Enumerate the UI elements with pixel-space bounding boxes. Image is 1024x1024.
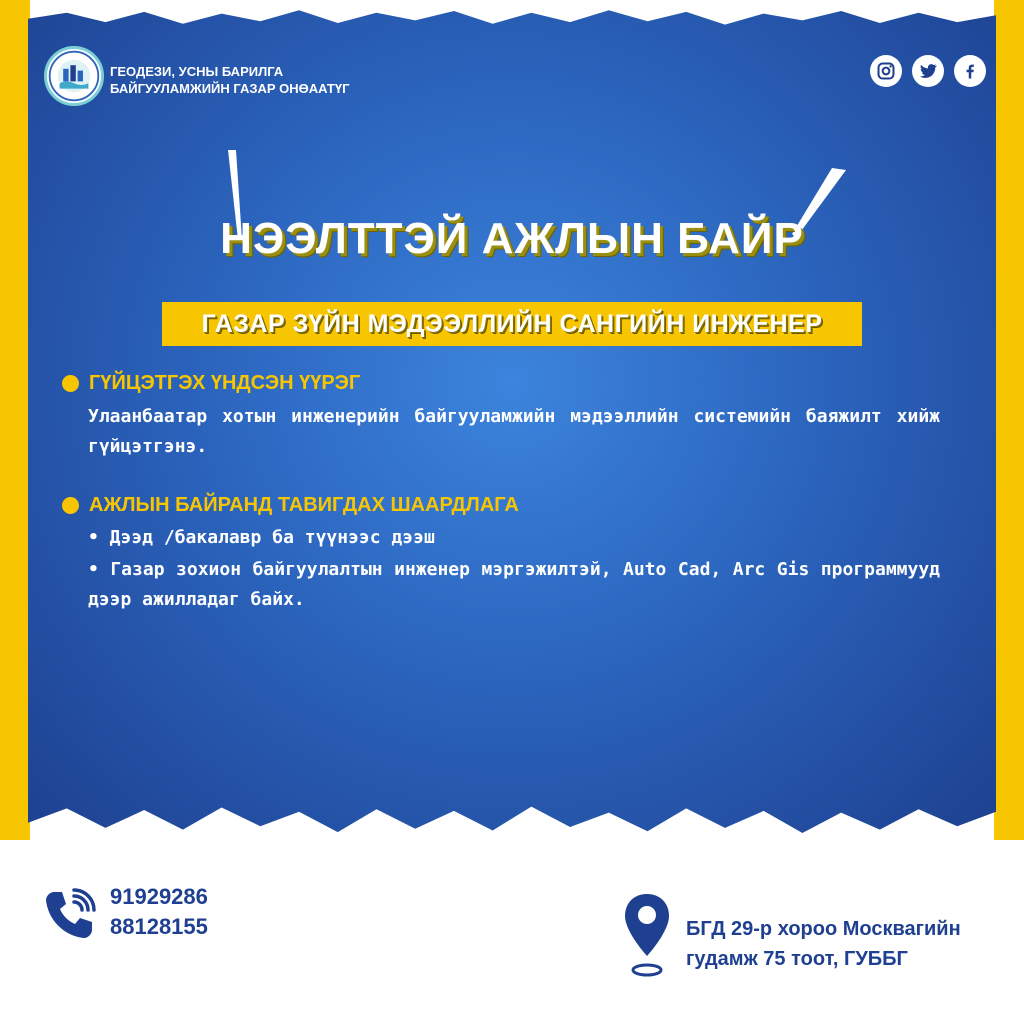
position-banner xyxy=(162,302,862,346)
organization-name-line-2: БАЙГУУЛАМЖИЙН ГАЗАР ОНӨААТҮГ xyxy=(110,81,350,96)
bullet-dot xyxy=(62,497,79,514)
right-yellow-stripe xyxy=(994,0,1024,840)
address xyxy=(686,914,961,974)
phone-numbers xyxy=(110,882,208,942)
duties-text: Улаанбаатар хотын инженерийн байгууламжийн мэдээллийн системийн баяжилт хийж гүйцэтгэнэ. xyxy=(88,406,940,457)
requirement-item: • Дээд /бакалавр ба түүнээс дээш xyxy=(88,527,435,548)
twitter-icon[interactable] xyxy=(912,55,944,87)
organization-name xyxy=(110,63,349,97)
social-links xyxy=(870,55,986,87)
position-title: ГАЗАР ЗҮЙН МЭДЭЭЛЛИЙН САНГИЙН ИНЖЕНЕР xyxy=(201,309,823,338)
main-title: НЭЭЛТТЭЙ АЖЛЫН БАЙР xyxy=(220,214,804,263)
address-line-2: гудамж 75 тоот, ГУББГ xyxy=(686,948,908,970)
requirements-heading xyxy=(62,494,519,517)
requirements-heading-label: АЖЛЫН БАЙРАНД ТАВИГДАХ ШААРДЛАГА xyxy=(89,494,519,516)
location-pin-icon xyxy=(622,892,672,978)
address-line-1: БГД 29-р хороо Москвагийн xyxy=(686,918,961,940)
facebook-icon[interactable] xyxy=(954,55,986,87)
bullet-dot xyxy=(62,375,79,392)
left-yellow-stripe xyxy=(0,0,30,840)
duties-heading-label: ГҮЙЦЭТГЭХ ҮНДСЭН ҮҮРЭГ xyxy=(89,372,361,394)
duties-heading xyxy=(62,372,360,395)
phone-icon xyxy=(40,886,98,944)
phone-number[interactable]: 91929286 xyxy=(110,884,208,909)
requirement-item: • Газар зохион байгуулалтын инженер мэргэжилтэй, Auto Cad, Arc Gis программууд дээр ажилладаг байх. xyxy=(88,559,940,610)
organization-name-line-1: ГЕОДЕЗИ, УСНЫ БАРИЛГА xyxy=(110,64,284,79)
company-seal-logo xyxy=(44,46,104,106)
instagram-icon[interactable] xyxy=(870,55,902,87)
phone-number[interactable]: 88128155 xyxy=(110,914,208,939)
